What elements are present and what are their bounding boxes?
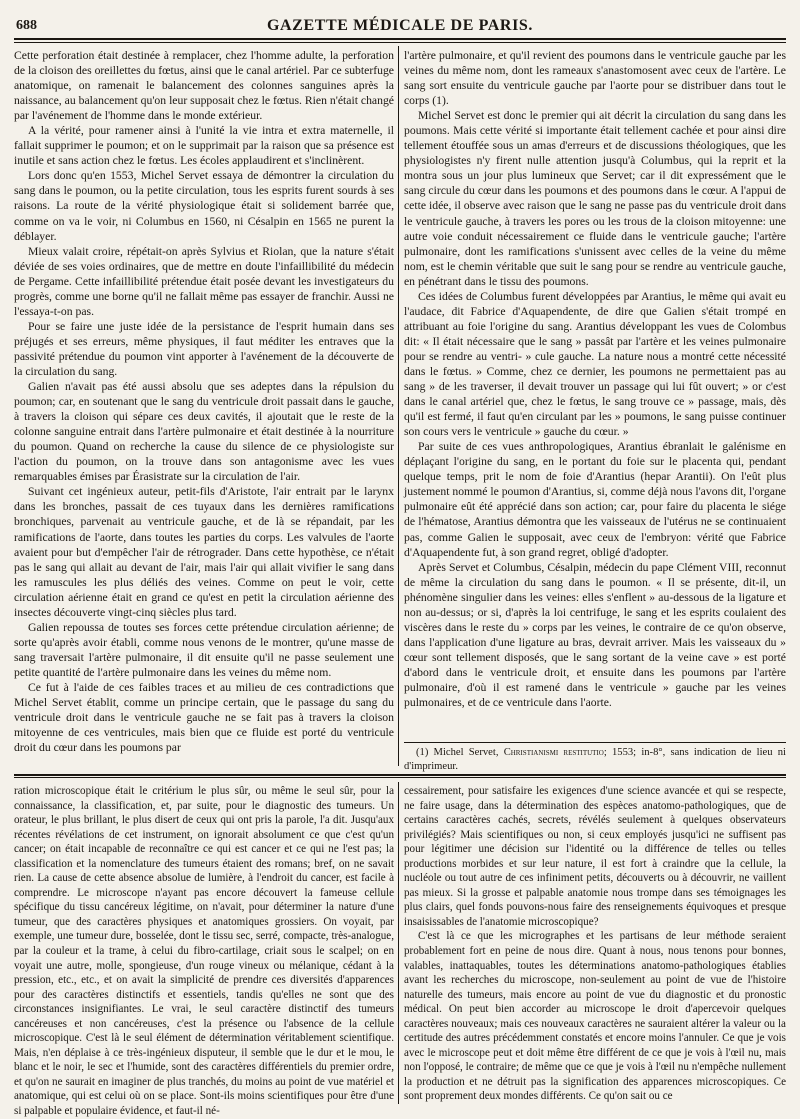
running-title: GAZETTE MÉDICALE DE PARIS.: [266, 17, 533, 34]
footnote: [404, 746, 786, 774]
top-right-column: [404, 48, 786, 738]
column-divider: [398, 782, 399, 1104]
section-rule-thin: [14, 777, 786, 778]
paragraph: ration microscopique était le critérium le plus sûr, ou même le seul sûr, pour la connaissance, la classification, et, par suite, pour le diagnostic des tumeurs. Un orateur, le plus brillant, le plus disert de ceux qui ont pris la parole, l'a dit. Jusqu'aux récentes révélations de cet instrument, on ignorait absolument ce que c'est qu'un cancer; on était incapable de reconnaître ce qui est cancer et ce qui ne l'est pas; la classification et la nomenclature des tumeurs étaient des romans; bref, on ne savait rien. La cause de cette absence absolue de lumière, à l'endroit du cancer, est facile à comprendre. Le microscope n'ayant pas encore découvert la fameuse cellule spécifique du tissu cancéreux légitime, on n'avait, pour déterminer la nature d'une tumeur, que des caractères physiques et anatomiques grossiers. On voyait, par exemple, une tumeur dure, bosselée, dont le tissu sec, serré, compacte, très-analogue, par la couleur et la trame, à celui du fibro-cartilage, criait sous le scalpel; on en voyait une autre, molle, spongieuse, d'un rouge vineux ou mélanique, cédant à la pression, etc., etc., et on avait la simplicité de prendre ces diversités d'apparences pour des caractères distinctifs et essentiels, tandis qu'elles ne sont que des circonstances insignifiantes. Le vrai, le seul caractère distinctif des tumeurs cancéreuses et non cancéreuses, c'est la présence ou l'absence de la cellule microscopique. C'est là le seul élément de détermination véritablement scientifique. Mais, n'en déplaise à ce très-ingénieux disputeur, il semble que le dur et le mou, le blanc et le noir, le sec et l'humide, sont des caractères différentiels du premier ordre, et qu'on ne saurait en imaginer de plus tranchés, du moins au point de vue matériel et anatomique, qui est celui où on se place. Sont-ils moins scientifiques pour être d'une si palpable et populaire évidence, et faut-il né-: [14, 785, 394, 1118]
section-rule: [14, 774, 786, 776]
paragraph: Galien repoussa de toutes ses forces cette prétendue circulation aérienne; de sorte qu'après avoir établi, comme nous venons de le montrer, qu'une masse de sang traversait l'artère pulmonaire, il dit ensuite qu'il ne passe seulement une petite quantité de l'artère pulmonaire dans les veines du même nom.: [14, 620, 394, 679]
paragraph: Après Servet et Columbus, Césalpin, médecin du pape Clément VIII, reconnut de même la circulation du sang dans le poumon. « Il se présente, dit-il, un phénomène singulier dans les veines: elles s'enflent » au-dessous de la ligature et non au-dessus; or si, d'après la loi centrifuge, le sang et les esprits coulaient des viscères dans le reste du » corps par les veines, le contraire de ce qu'on observe, dans l'application d'une ligature au bras, devrait arriver. Mais les vaisseaux du » cœur sont tellement disposés, que le sang sortant de la veine cave » est porté d'abord dans le ventricule droit, et ensuite dans les poumons par l'artère pulmonaire, d'où il est ramené dans le ventricule » gauche par les veines pulmonaires, et de ce ventricule dans l'aorte.: [404, 560, 786, 710]
paragraph: Galien n'avait pas été aussi absolu que ses adeptes dans la répulsion du poumon; car, en soutenant que le sang du ventricule droit passait dans le gauche, à travers la cloison qui sépare ces deux cavités, il ajoutait que le reste de la colonne sanguine entrait dans l'artère pulmonaire et était destinée à la nourriture du poumon. Quand on recherche la cause du silence de ce physiologiste sur l'action du poumon, on la trouve dans son antagonisme avec les vues remarquables émises par Érasistrate sur la circulation de l'air.: [14, 380, 394, 484]
column-divider: [398, 46, 399, 766]
footnote-details: ; 1553; in-8°, sans indication de lieu ni d'imprimeur.: [404, 747, 786, 772]
page-number: 688: [16, 18, 37, 33]
paragraph: Suivant cet ingénieux auteur, petit-fils d'Aristote, l'air entrait par le larynx dans les bronches, passait de ces tuyaux dans les dernières ramifications bronchiques, parvenait au ventricule gauche, et de là se répandait, par les ramifications de l'aorte, dans toutes les parties du corps. Les valvules de l'aorte avaient pour but d'empêcher l'air de rétrograder. Dans cette hypothèse, ce n'était pas le sang qui allait au devant de l'air, mais l'air qui allait vivifier le sang dans les ramuscules les plus déliés des veines. Comme on peut le voir, cette circulation aérienne était en grand ce qu'est en petit la circulation aérienne des insectes découverte vingt-cinq siècles plus tard.: [14, 485, 394, 619]
paragraph: Ces idées de Columbus furent développées par Arantius, le même qui avait eu l'audace, dit Fabrice d'Aquapendente, de dire que Galien s'était trompé en attribuant au foie l'origine du sang. Arantius développant les vues de Colombus dit: « Il était nécessaire que le sang » passât par l'artère et les veines pulmonaire pour se rendre au ventri- » cule gauche. La nature nous a montré cette nécessité dans le fœtus. » Comme, chez ce dernier, les poumons ne permettaient pas au sang » de les traverser, il devait trouver un passage qui lui fût ouvert; » or c'est dans le canal artériel que, chez le fœtus, le sang trouve ce » passage, mais, dès qu'il est fermé, il faut qu'en circulant par les » poumons, le sang puisse continuer son cours vers le ventricule » gauche du cœur. »: [404, 289, 786, 439]
paragraph: cessairement, pour satisfaire les exigences d'une science avancée et qui se respecte, ne faire usage, dans la détermination des espèces anatomo-pathologiques, que de certains caractères cachés, secrets, révélés seulement à quelques observateurs privilégiés? Mais scientifiques ou non, si ceux employés jusqu'ici ne suffisent pas pour légitimer une décision sur l'identité ou la différence de telles ou telles productions morbides et sur leur nature, il est fort à craindre que la cellule, la nucléole ou tout autre de ces infiniment petits, découverts ou à découvrir, ne vaillent pas mieux. Si la grosse et palpable anatomie nous trompe dans ses témoignages les plus clairs, quel fonds pouvons-nous faire des renseignements équivoques et presque insaisissables de l'anatomie microscopique?: [404, 785, 786, 928]
bottom-right-column: [404, 784, 786, 1104]
paragraph: Cette perforation était destinée à remplacer, chez l'homme adulte, la perforation de la cloison des oreillettes du fœtus, ainsi que le canal artériel. Par ce subterfuge anatomique, on ramenait le balancement des colonnes sanguines après la naissance, au balancement qu'on leur supposait chez le fœtus. Rien n'était changé par l'avénement de l'homme dans le monde extérieur.: [14, 49, 394, 123]
paragraph: C'est là ce que les micrographes et les partisans de leur méthode seraient probablement fort en peine de nous dire. Quant à nous, nous tenons pour bonnes, valables, inattaquables, toutes les déterminations anatomo-pathologiques établies avant les recherches du microscope, non-seulement au point de vue de l'histoire naturelle des tumeurs, mais encore au point de vue du diagnostic et du pronostic médical. On peut bien accorder au microscope le droit d'apercevoir quelques caractères nouveaux; mais ces nouveaux caractères ne sauraient altérer la valeur ou la certitude des autres précédemment constatés et encore moins l'annuler. Ce que je vois avec le microscope peut et doit même être différent de ce que je vois à l'œil nu, mais non l'opposé, le contraire; de même que ce que je vois à l'œil nu n'empêche nullement la production et ne détruit pas la signification des apparences microscopiques. Ce sont proprement deux mondes différents. Ce qu'on sait ou ce: [404, 930, 786, 1103]
paragraph: Par suite de ces vues anthropologiques, Arantius ébranlait le galénisme en déplaçant l'origine du sang, en le portant du foie sur le placenta qui, pendant quelque temps, prit le nom de foie d'Arantius (hepar Arantii). On l'eût plus justement nommé le poumon d'Arantius, si, comme déjà nous l'avons dit, l'organe pulmonaire eût été apprécié dans son action; car, pour faire du placenta le siége de l'hématose, Arantius démontra que les vaisseaux de l'utérus ne se continuaient pas, comme Galien le supposait, avec ceux de l'embryon: vérité que Fabrice d'Aquapendente fut, à son grand regret, obligé d'adopter.: [404, 440, 786, 559]
paragraph: l'artère pulmonaire, et qu'il revient des poumons dans le ventricule gauche par les veines du même nom, dont les rameaux s'anastomosent avec ceux de l'artère. Le sang sort ensuite du ventricule gauche par l'aorte pour se distribuer dans tout le corps (1).: [404, 49, 786, 108]
paragraph: Lors donc qu'en 1553, Michel Servet essaya de démontrer la circulation du sang dans le poumon, ou la petite circulation, tous les esprits furent sourds à ses raisons. La route de la vérité physiologique était si solidement barrée que, comme on va le voir, ni Columbus en 1560, ni Césalpin en 1565 ne purent la déblayer.: [14, 169, 394, 243]
paragraph: A la vérité, pour ramener ainsi à l'unité la vie intra et extra maternelle, il fallait supprimer le poumon; et on le supprimait par la raison que sa présence est inutile et sans action chez le fœtus. Les écoles applaudirent et s'inclinèrent.: [14, 124, 394, 168]
paragraph: Michel Servet est donc le premier qui ait décrit la circulation du sang dans les poumons. Mais cette vérité si importante était tellement cachée et pour ainsi dire tellement étouffée sous un amas d'erreurs et de discussions théologiques, que les physiologistes n'y firent nulle attention jusqu'à Columbus, qui la reprit et la montra sous un jour plus lumineux que Servet; car il dit expressément que le sang circule du cœur dans les poumons et des poumons dans le cœur. A l'appui de cette idée, il observe avec raison que le sang ne passe pas du ventricule droit dans le ventricule gauche, à travers les pores ou les trous de la cloison mitoyenne: une autre voie conduit nécessairement ce fluide dans le ventricule gauche; l'artère pulmonaire, dont les ramifications s'unissent avec celles de la veine du même nom, est le chemin véritable que suit le sang pour se rendre au ventricule gauche, en pénétrant dans le tissu des poumons.: [404, 109, 786, 288]
top-left-column: [14, 48, 394, 768]
paragraph: Ce fut à l'aide de ces faibles traces et au milieu de ces contradictions que Michel Servet établit, comme un principe certain, que le passage du sang du ventricule droit dans le ventricule gauche ne se fait pas à travers la cloison mitoyenne de ces ventricules, mais bien que ce fluide est porté du ventricule droit du cœur dans les poumons par: [14, 680, 394, 755]
page-header: [14, 16, 786, 40]
paragraph: Mieux valait croire, répétait-on après Sylvius et Riolan, que la nature s'était déviée de ses voies ordinaires, que de mettre en doute l'infaillibilité du médecin de Pergame. Cette infaillibilité prétendue était posée devant les investigateurs du progrès, comme une borne qu'il ne fallait même pas essayer de franchir. Aussi ne l'essaya-t-on pas.: [14, 244, 394, 318]
header-rule: [14, 42, 786, 43]
footnote-rule: [404, 742, 786, 743]
bottom-left-column: [14, 784, 394, 1118]
footnote-work-title: Christianismi restitutio: [503, 747, 604, 758]
footnote-marker: (1) Michel Servet,: [416, 747, 499, 758]
paragraph: Pour se faire une juste idée de la persistance de l'esprit humain dans ses préjugés et ses erreurs, même physiques, il faut méditer les entraves que la passivité prétendue du poumon vint apporter à l'avénement de la découverte de la circulation du sang.: [14, 319, 394, 378]
